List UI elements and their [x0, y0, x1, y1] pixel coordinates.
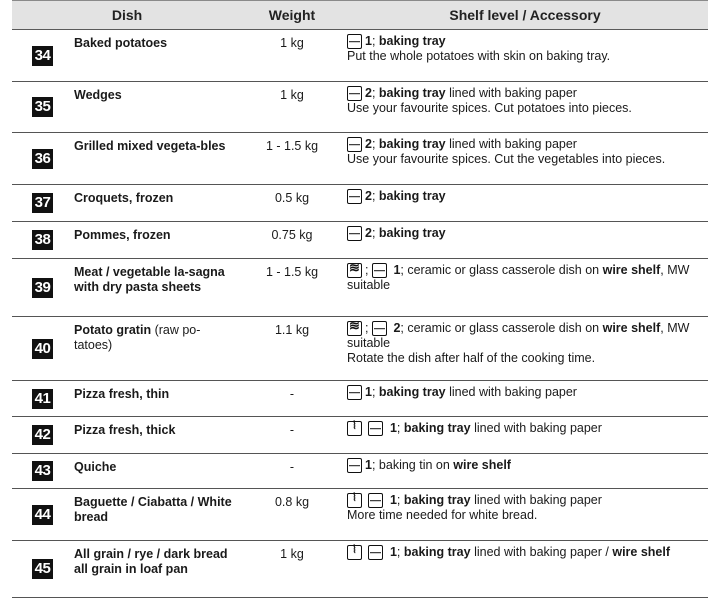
- weight-value: -: [289, 460, 295, 474]
- grill-icon: [347, 321, 362, 336]
- accessory: baking tray: [403, 493, 471, 507]
- accessory: ceramic or glass casserole dish on: [407, 321, 600, 335]
- accessory: baking tin on: [378, 458, 450, 472]
- top-heat-icon: [347, 545, 362, 560]
- accessory: baking tray: [403, 421, 471, 435]
- shelf-level: 2: [393, 321, 401, 335]
- accessory: baking tray: [378, 86, 446, 100]
- dish-text: Pizza fresh, thin: [74, 387, 170, 401]
- weight-value: 1 kg: [280, 547, 304, 561]
- table-row: [12, 541, 708, 598]
- oven-shelf-icon: [347, 226, 362, 241]
- row-number: 39: [32, 278, 53, 298]
- shelf-cell: [342, 222, 708, 258]
- sep: ;: [396, 421, 401, 435]
- accessory-bold: wire shelf: [612, 545, 671, 559]
- dish-text: Baked potatoes: [74, 36, 168, 50]
- accessory: baking tray: [378, 189, 446, 203]
- shelf-level: 1: [365, 34, 372, 48]
- table-row: [12, 259, 708, 317]
- shelf-cell: [342, 417, 708, 453]
- table-row: [12, 30, 708, 82]
- accessory-tail: , MW suitable: [347, 321, 690, 350]
- table-row: [12, 222, 708, 259]
- weight-value: 1 kg: [280, 88, 304, 102]
- sep: ;: [371, 226, 376, 240]
- cooking-table: [12, 0, 708, 598]
- dish-text: Pommes, frozen: [74, 228, 171, 242]
- dish-text: Wedges: [74, 88, 122, 102]
- accessory-extra: lined with baking paper /: [474, 545, 609, 559]
- sep: ;: [371, 385, 376, 399]
- table-row: [12, 133, 708, 185]
- accessory-bold: wire shelf: [453, 458, 511, 472]
- shelf-cell: [342, 541, 708, 597]
- dish-text: Croquets, frozen: [74, 191, 174, 205]
- table-row: [12, 381, 708, 417]
- table-row: [12, 489, 708, 541]
- dish-text: Pizza fresh, thick: [74, 423, 176, 437]
- dish-extra: (raw po-tatoes): [74, 323, 201, 352]
- top-heat-icon: [347, 493, 362, 508]
- shelf-level: 2: [365, 86, 372, 100]
- note: Put the whole potatoes with skin on baking tray.: [347, 49, 611, 63]
- row-number: 45: [32, 559, 53, 579]
- table-row: [12, 82, 708, 133]
- accessory-bold: wire shelf: [602, 263, 661, 277]
- row-number: 36: [32, 149, 53, 169]
- row-number: 38: [32, 230, 53, 250]
- weight-value: 0.8 kg: [274, 495, 310, 509]
- weight-value: -: [289, 387, 295, 401]
- oven-shelf-icon: [347, 385, 362, 400]
- note: More time needed for white bread.: [347, 508, 538, 522]
- sep: ;: [400, 263, 404, 277]
- shelf-level: 2: [365, 189, 372, 203]
- sep: ;: [371, 137, 376, 151]
- oven-shelf-icon: [347, 137, 362, 152]
- row-number: 40: [32, 339, 53, 359]
- dish-text: Meat / vegetable la-sagna with dry pasta sheets: [74, 265, 225, 294]
- shelf-cell: [342, 381, 708, 416]
- row-number: 35: [32, 97, 53, 117]
- shelf-level: 2: [365, 137, 372, 151]
- weight-value: 1 - 1.5 kg: [265, 139, 319, 153]
- shelf-cell: [342, 454, 708, 488]
- sep: ;: [371, 86, 376, 100]
- top-heat-icon: [347, 421, 362, 436]
- oven-shelf-icon: [368, 545, 383, 560]
- grill-icon: [347, 263, 362, 278]
- accessory: baking tray: [378, 34, 446, 48]
- header-weight: Weight: [268, 7, 316, 23]
- shelf-cell: [342, 30, 708, 81]
- shelf-level: 2: [365, 226, 372, 240]
- dish-text: Quiche: [74, 460, 117, 474]
- oven-shelf-icon: [347, 189, 362, 204]
- accessory-tail: , MW suitable: [347, 263, 690, 292]
- accessory: baking tray: [403, 545, 471, 559]
- accessory: ceramic or glass casserole dish on: [407, 263, 600, 277]
- table-row: [12, 185, 708, 222]
- oven-shelf-icon: [347, 34, 362, 49]
- sep: ;: [371, 189, 376, 203]
- row-number: 37: [32, 193, 53, 213]
- sep: ;: [400, 321, 404, 335]
- sep: ;: [396, 545, 401, 559]
- shelf-cell: ≋ ; 1; ceramic or glass casserole dish on wire shelf, MW suitable: [342, 259, 708, 316]
- note: Use your favourite spices. Cut potatoes into pieces.: [347, 101, 632, 115]
- oven-shelf-icon: [347, 86, 362, 101]
- shelf-cell: [342, 82, 708, 132]
- row-number: 43: [32, 461, 53, 481]
- sep: ;: [371, 458, 376, 472]
- oven-shelf-icon: [372, 321, 387, 336]
- table-row: [12, 454, 708, 489]
- weight-value: -: [289, 423, 295, 437]
- oven-shelf-icon: [372, 263, 387, 278]
- shelf-cell: [342, 133, 708, 184]
- weight-value: 1 - 1.5 kg: [265, 265, 319, 279]
- weight-value: 0.5 kg: [274, 191, 310, 205]
- accessory-bold: wire shelf: [602, 321, 661, 335]
- shelf-level: 1: [389, 493, 397, 507]
- table-header: [12, 0, 708, 30]
- oven-shelf-icon: [347, 458, 362, 473]
- shelf-level: 1: [389, 421, 397, 435]
- header-dish: Dish: [111, 7, 143, 23]
- shelf-cell: ≋ ; 2; ceramic or glass casserole dish on wire shelf, MW suitable Rotate the dish after half of the cooking time.: [342, 317, 708, 380]
- shelf-cell: [342, 489, 708, 540]
- accessory-extra: lined with baking paper: [449, 137, 577, 151]
- weight-value: 1 kg: [280, 36, 304, 50]
- note: Rotate the dish after half of the cooking time.: [347, 351, 596, 365]
- sep: ;: [396, 493, 401, 507]
- shelf-cell: [342, 185, 708, 221]
- accessory: baking tray: [378, 385, 446, 399]
- row-number: 44: [32, 505, 53, 525]
- accessory-extra: lined with baking paper: [449, 86, 577, 100]
- header-shelf: Shelf level / Accessory: [449, 7, 601, 23]
- note: Use your favourite spices. Cut the vegetables into pieces.: [347, 152, 666, 166]
- dish-text: Grilled mixed vegeta-bles: [74, 139, 226, 153]
- dish-text: All grain / rye / dark bread all grain in loaf pan: [74, 547, 228, 576]
- accessory: baking tray: [378, 137, 446, 151]
- table-row: [12, 317, 708, 381]
- row-number: 42: [32, 425, 53, 445]
- oven-shelf-icon: [368, 421, 383, 436]
- shelf-level: 1: [365, 458, 372, 472]
- accessory-extra: lined with baking paper: [449, 385, 577, 399]
- oven-shelf-icon: [368, 493, 383, 508]
- row-number: 34: [32, 46, 53, 66]
- sep: ;: [371, 34, 376, 48]
- accessory-extra: lined with baking paper: [474, 421, 602, 435]
- weight-value: 0.75 kg: [271, 228, 313, 242]
- accessory: baking tray: [378, 226, 446, 240]
- shelf-level: 1: [365, 385, 372, 399]
- dish-text: Potato gratin: [74, 323, 152, 337]
- shelf-level: 1: [389, 545, 397, 559]
- shelf-level: 1: [393, 263, 401, 277]
- row-number: 41: [32, 389, 53, 409]
- accessory-extra: lined with baking paper: [474, 493, 602, 507]
- table-row: [12, 417, 708, 454]
- weight-value: 1.1 kg: [274, 323, 310, 337]
- dish-text: Baguette / Ciabatta / White bread: [74, 495, 232, 524]
